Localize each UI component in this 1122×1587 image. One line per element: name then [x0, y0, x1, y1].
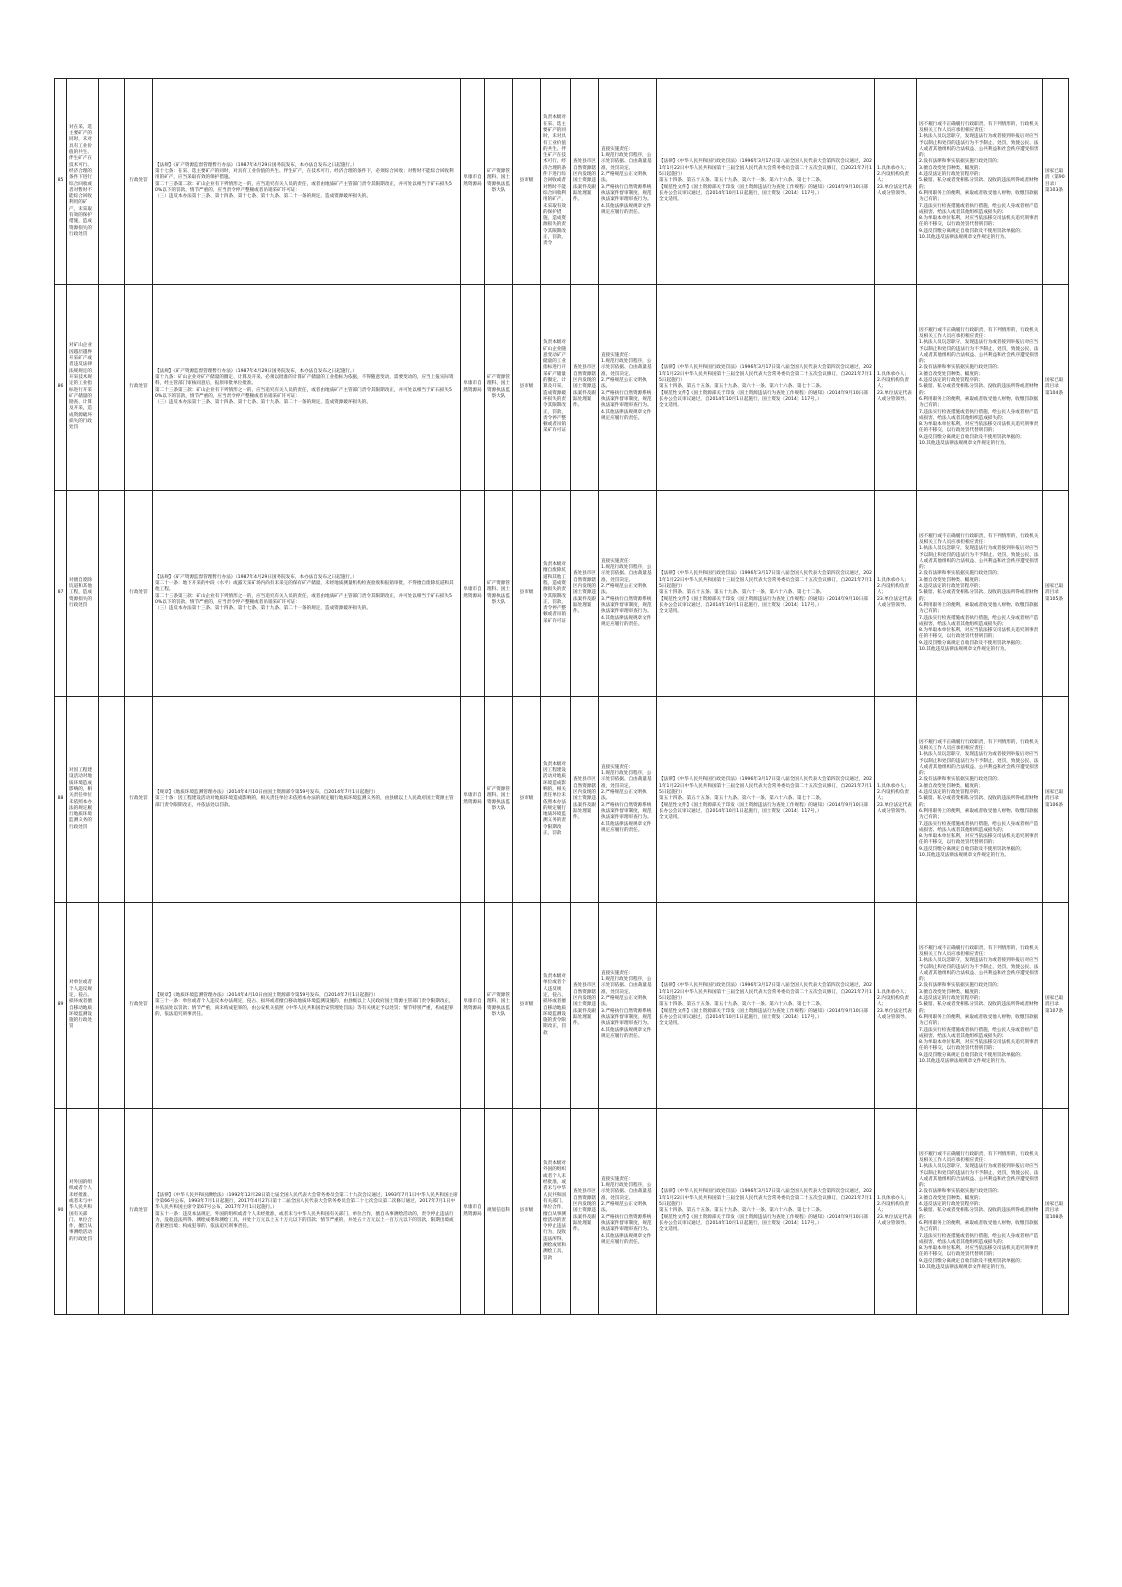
- duty-description: 负责本级对擅自废除坑道和其他工程，造成资源损失的责令其限期改正，罚款，责令停产整顿或者吊销采矿许可证: [541, 491, 571, 697]
- table-body: [55, 79, 1069, 1315]
- row-number: 85: [55, 79, 67, 285]
- table-row: [55, 697, 1069, 903]
- responsible-dept: 矿产资源管理科、国土资源执法监察大队: [485, 79, 513, 285]
- execution-responsibility: 直接实施责任： 1.规范行政处罚程序，公示处罚依据、自由裁量基准，处罚决定。 2.严格规范公正文明执法。 3.严格执行自然资源系统执法案件督审制度，规范执法案件审理审查行为。 4.其他法律法规规章文件规定应履行的责任。: [599, 1109, 657, 1315]
- table-row: [55, 903, 1069, 1109]
- responsible-dept: 规划信息科: [485, 1109, 513, 1315]
- item-name: 对单位或者个人违反规定，侵占、损坏或者擅自移动地质环境监测设施的行政处罚: [67, 903, 99, 1109]
- remark-cell: 国家已取消目录 第104条: [1043, 285, 1069, 491]
- blank-cell: [99, 903, 125, 1109]
- exemption-circumstances: 因不履行或不正确履行行政职责，有下列情形的，行政机关及相关工作人员应承担相应责任： 1.执法人员玩忽职守，发现违法行为或者接到举报后对应当予以制止和处罚的违法行为不予制止、处罚，致使公民、法人或者其他组织的合法权益、公共利益和社会秩序遭受损害的； 2.没有法律和事实依据实施行政处罚的； 3.擅自改变处罚种类、幅度的； 4.违反法定的行政处罚程序的； 5.截留、私分或者变相私分罚款、没收的违法所得或者财物的； 6.利用职务上的便利，索取或者收受他人财物、收缴罚款据为己有的； 7.违法实行检查措施或者执行措施，给公民人身或者财产造成损害、给法人或者其他组织造成损失的； 8.为牟取本单位私利，对应当依法移交司法机关追究刑事责任的不移交，以行政处罚代替刑罚的； 9.违反罚缴分离规定自收罚款及不使用罚款单据的； 10.其他违反法律法规规章文件规定的行为。: [917, 285, 1043, 491]
- execution-responsibility: 直接实施责任： 1.规范行政处罚程序，公示处罚依据、自由裁量基准，处罚决定。 2.严格规范公正文明执法。 3.严格执行自然资源系统执法案件督审制度，规范执法案件审理审查行为。 4.其他法律法规规章文件规定应履行的责任。: [599, 903, 657, 1109]
- responsible-dept: 矿产资源管理科、国土资源执法监察大队: [485, 285, 513, 491]
- legal-basis: 【法律】《中华人民共和国测绘法》（1992年12月28日第七届全国人民代表大会常务委员会第二十九次会议通过，1993年7月1日中华人民共和国主席令第66号公布，1993年7月1日起施行，2017年4月27日第十二届全国人民代表大会常务委员会第二十七次会议第二次修订通过，2017年7月1日中华人民共和国主席令第67号公布，2017年7月1日起施行。） 第五十一条：违反本法规定，外国的组织或者个人未经批准，或者未与中华人民共和国有关部门、单位合作，擅自从事测绘活动的，责令停止违法行为，没收违法所得、测绘成果和测绘工具，并处十万元以上五十万元以下的罚款；情节严重的，并处五十万元以上一百万元以下的罚款，限期出境或者驱逐出境；构成犯罪的，依法追究刑事责任。: [153, 1109, 461, 1315]
- table-row: [55, 1109, 1069, 1315]
- remark-cell: 国家已取消目录 第108条: [1043, 1109, 1069, 1315]
- row-number: 89: [55, 903, 67, 1109]
- admin-level: 县市级: [513, 697, 541, 903]
- item-name: 对因工程建设活动对地质环境造成影响的，相关责任单位未依照本办法的规定履行地质环境监测义务的行政处罚: [67, 697, 99, 903]
- duty-description: 负责本级对在采、选主要矿产的同时，未对具有工业价值的共生、伴生矿产在技术可行、经济合理的条件下进行综合回收或者对暂时不能综合回收利用的矿产，未采取有效的保护措施，造成资源损失的责令其限期改正，罚款，责令: [541, 79, 571, 285]
- category-cell: 行政处罚: [125, 285, 153, 491]
- execution-responsibility: 直接实施责任： 1.规范行政处罚程序，公示处罚依据、自由裁量基准，处罚决定。 2.严格规范公正文明执法。 3.严格执行自然资源系统执法案件督审制度，规范执法案件审理审查行为。 4.其他法律法规规章文件规定应履行的责任。: [599, 697, 657, 903]
- table-row: [55, 79, 1069, 285]
- duty-description: 负责本级对外国的组织或者个人未经批准，或者未与中华人民共和国有关部门、单位合作，擅自从事测绘活动的责令停止违法行为，没收违法所得、测绘成果和测绘工具，罚款: [541, 1109, 571, 1315]
- implementing-org: 阜康市自然资源局: [461, 79, 485, 285]
- duty-description: 负责本级对矿山企业随意变动矿产储量的工业指标进行开采矿产储量的圈定、计算及开采，造成资源破坏损失的责令其限期改正，罚款，责令停产整顿或者吊销采矿许可证: [541, 285, 571, 491]
- accountable-subjects: 1.具体承办人； 2.内设机构负责人； 23.单位法定代表人或分管领导。: [875, 285, 917, 491]
- legal-basis: 【法规】《矿产资源监督管理暂行办法》（1987年4月29日国务院发布，本办法自发布之日起施行。） 第十九条：矿山企业对矿产储量的圈定、计算及开采，必须以批准的计算矿产储量的工业指标为依据，不得随意变动，需要变动的，应当上报实际资料，经主管部门审核同意后，报原审批单位批准。 第二十三条第三款：矿山企业有下列情形之一的，应当追究有关人员的责任，或者由地质矿产主管部门责令其限期改正，并可处以相当于矿石损失50%以下的罚款，情节严重的，应当责令停产整顿或者吊销采矿许可证： （三）违反本办法第十三条、第十四条、第十七条、第十九条、第二十一条的规定，造成资源破坏损失的。: [153, 285, 461, 491]
- accountability-basis: 【法律】《中华人民共和国行政处罚法》（1996年3月17日第八届全国人民代表大会第四次会议通过，2021年1月22日中华人民共和国第十三届全国人民代表大会常务委员会第二十五次会议修订，自2021年7月15日起施行） 第五十四条、第五十五条、第五十九条、第六十一条、第六十六条、第七十二条。 【规范性文件】《国土资源部关于印发〈国土资源违法行为查处工作规程〉的通知》（2014年9月10日部长办公会议审议通过，自2014年10月1日起施行，国土资发〔2014〕117号。） 全文适用。: [657, 697, 875, 903]
- legal-basis: 【法规】《矿产资源监督管理暂行办法》（1987年4月29日国务院发布，本办法自发布之日起施行。） 第十七条：在采、选主要矿产的同时，对具有工业价值的共生、伴生矿产，在技术可行、经济合理的条件下，必须综合回收；对暂时不能综合回收利用的矿产，应当采取有效的保护措施。 第二十三条第二款：矿山企业有下列情形之一的，应当追究有关人员的责任，或者由地质矿产主管部门责令其限期改正，并可处以相当于矿石损失50%以下的罚款，情节严重的，应当责令停产整顿或者吊销采矿许可证： （三）违反本办法第十三条、第十四条、第十七条、第十九条、第二十一条的规定，造成资源破坏损失的。: [153, 79, 461, 285]
- exemption-circumstances: 因不履行或不正确履行行政职责，有下列情形的，行政机关及相关工作人员应承担相应责任： 1.执法人员玩忽职守，发现违法行为或者接到举报后对应当予以制止和处罚的违法行为不予制止、处罚，致使公民、法人或者其他组织的合法权益、公共利益和社会秩序遭受损害的； 2.没有法律和事实依据实施行政处罚的； 3.擅自改变处罚种类、幅度的； 4.违反法定的行政处罚程序的； 5.截留、私分或者变相私分罚款、没收的违法所得或者财物的； 6.利用职务上的便利，索取或者收受他人财物、收缴罚款据为己有的； 7.违法实行检查措施或者执行措施，给公民人身或者财产造成损害、给法人或者其他组织造成损失的； 8.为牟取本单位私利，对应当依法移交司法机关追究刑事责任的不移交，以行政处罚代替刑罚的； 9.违反罚缴分离规定自收罚款及不使用罚款单据的； 10.其他违反法律法规规章文件规定的行为。: [917, 1109, 1043, 1315]
- implementing-org: 阜康市自然资源局: [461, 285, 485, 491]
- category-cell: 行政处罚: [125, 1109, 153, 1315]
- implementing-org: 阜康市自然资源局: [461, 903, 485, 1109]
- pre-responsibility: 查处县市区自然资源辖区内发现的国土资源违法案件及跟踪处理案件。: [571, 79, 599, 285]
- remark-cell: 国家已取消目录 第106条: [1043, 697, 1069, 903]
- exemption-circumstances: 因不履行或不正确履行行政职责，有下列情形的，行政机关及相关工作人员应承担相应责任： 1.执法人员玩忽职守，发现违法行为或者接到举报后对应当予以制止和处罚的违法行为不予制止、处罚，致使公民、法人或者其他组织的合法权益、公共利益和社会秩序遭受损害的； 2.没有法律和事实依据实施行政处罚的； 3.擅自改变处罚种类、幅度的； 4.违反法定的行政处罚程序的； 5.截留、私分或者变相私分罚款、没收的违法所得或者财物的； 6.利用职务上的便利，索取或者收受他人财物、收缴罚款据为己有的； 7.违法实行检查措施或者执行措施，给公民人身或者财产造成损害、给法人或者其他组织造成损失的； 8.为牟取本单位私利，对应当依法移交司法机关追究刑事责任的不移交，以行政处罚代替刑罚的； 9.违反罚缴分离规定自收罚款及不使用罚款单据的； 10.其他违反法律法规规章文件规定的行为。: [917, 491, 1043, 697]
- duty-description: 负责本级对因工程建设活动对地质环境造成影响的，相关责任单位未依照本办法的规定履行地质环境监测义务的责令限期改正，罚款: [541, 697, 571, 903]
- pre-responsibility: 查处县市区自然资源辖区内发现的国土资源违法案件及跟踪处理案件。: [571, 491, 599, 697]
- admin-level: 县市级: [513, 285, 541, 491]
- responsible-dept: 矿产资源管理科、国土资源执法监察大队: [485, 491, 513, 697]
- category-cell: 行政处罚: [125, 903, 153, 1109]
- implementing-org: 阜康市自然资源局: [461, 491, 485, 697]
- category-cell: 行政处罚: [125, 491, 153, 697]
- execution-responsibility: 直接实施责任： 1.规范行政处罚程序，公示处罚依据、自由裁量基准，处罚决定。 2.严格规范公正文明执法。 3.严格执行自然资源系统执法案件督审制度，规范执法案件审理审查行为。 4.其他法律法规规章文件规定应履行的责任。: [599, 79, 657, 285]
- item-name: 对在采、选主要矿产的同时，未对具有工业价值的共生、伴生矿产在技术可行、经济合理的条件下进行综合回收或者对暂时不能综合回收利用的矿产，未采取有效的保护措施，造成资源损失的行政处罚: [67, 79, 99, 285]
- category-cell: 行政处罚: [125, 79, 153, 285]
- accountable-subjects: 1.具体承办人； 2.内设机构负责人； 23.单位法定代表人或分管领导。: [875, 491, 917, 697]
- accountability-basis: 【法律】《中华人民共和国行政处罚法》（1996年3月17日第八届全国人民代表大会第四次会议通过，2021年1月22日中华人民共和国第十三届全国人民代表大会常务委员会第二十五次会议修订，自2021年7月15日起施行） 第五十四条、第五十五条、第五十九条、第六十一条、第六十六条、第七十二条。 【规范性文件】《国土资源部关于印发〈国土资源违法行为查处工作规程〉的通知》（2014年9月10日部长办公会议审议通过，自2014年10月1日起施行，国土资发〔2014〕117号。） 全文适用。: [657, 1109, 875, 1315]
- row-number: 90: [55, 1109, 67, 1315]
- accountable-subjects: 1.具体承办人； 2.内设机构负责人； 23.单位法定代表人或分管领导。: [875, 1109, 917, 1315]
- table-row: [55, 491, 1069, 697]
- legal-basis: 【法规】《矿产资源监督管理暂行办法》（1987年4月29日国务院发布，本办法自发布之日起施行。） 第二十一条：地下开采的中段（水平）或露天采矿场内尚有未采完的保有矿产储量，未经地质测量机构检查验收和报销审批，不得擅自废除坑道和其他工程。 第二十三条第三款：矿山企业有下列情形之一的，应当追究有关人员的责任，或者由地质矿产主管部门责令其限期改正，并可处以相当于矿石损失50%以下的罚款，情节严重的，应当责令停产整顿或者吊销采矿许可证： （三）违反本办法第十三条、第十四条、第十七条、第十九条、第二十一条的规定，造成资源破坏损失的。: [153, 491, 461, 697]
- item-name: 对矿山企业因越层越界开采矿产或者违反法律法规规定的开采技术规定的工业指标进行开采矿产储量的勘查、计算及开采，造成资源破坏损失的行政处罚: [67, 285, 99, 491]
- row-number: 86: [55, 285, 67, 491]
- accountable-subjects: 1.具体承办人； 2.内设机构负责人； 23.单位法定代表人或分管领导。: [875, 903, 917, 1109]
- accountability-basis: 【法律】《中华人民共和国行政处罚法》（1996年3月17日第八届全国人民代表大会第四次会议通过，2021年1月22日中华人民共和国第十三届全国人民代表大会常务委员会第二十五次会议修订，自2021年7月15日起施行） 第五十四条、第五十五条、第五十九条、第六十一条、第六十六条、第七十二条。 【规范性文件】《国土资源部关于印发〈国土资源违法行为查处工作规程〉的通知》（2014年9月10日部长办公会议审议通过，自2014年10月1日起施行，国土资发〔2014〕117号。） 全文适用。: [657, 491, 875, 697]
- accountability-basis: 【法律】《中华人民共和国行政处罚法》（1996年3月17日第八届全国人民代表大会第四次会议通过，2021年1月22日中华人民共和国第十三届全国人民代表大会常务委员会第二十五次会议修订，自2021年7月15日起施行） 第五十四条、第五十五条、第五十九条、第六十一条、第六十六条、第七十二条。 【规范性文件】《国土资源部关于印发〈国土资源违法行为查处工作规程〉的通知》（2014年9月10日部长办公会议审议通过，自2014年10月1日起施行，国土资发〔2014〕117号。） 全文适用。: [657, 903, 875, 1109]
- blank-cell: [99, 697, 125, 903]
- item-name: 对外国的组织或者个人未经批准，或者未与中华人民共和国有关部门、单位合作，擅自从事测绘活动的行政处罚: [67, 1109, 99, 1315]
- remark-cell: 国家已取消目录 第107条: [1043, 903, 1069, 1109]
- row-number: 87: [55, 491, 67, 697]
- responsible-dept: 矿产资源管理科、国土资源执法监察大队: [485, 697, 513, 903]
- blank-cell: [99, 491, 125, 697]
- legal-basis: 【规章】《地质环境监测管理办法》（2014年4月10日由国土资源部令第59号发布，自2014年7月1日起施行） 第三十条：因工程建设活动对地质环境造成影响的，相关责任单位未依照本办法的规定履行地质环境监测义务的，由县级以上人民政府国土资源主管部门责令限期改正，并依法处以罚款。: [153, 697, 461, 903]
- pre-responsibility: 查处县市区自然资源辖区内发现的国土资源违法案件及跟踪处理案件。: [571, 697, 599, 903]
- pre-responsibility: 查处县市区自然资源辖区内发现的国土资源违法案件及跟踪处理案件。: [571, 1109, 599, 1315]
- category-cell: 行政处罚: [125, 697, 153, 903]
- responsible-dept: 矿产资源管理科、国土资源执法监察大队: [485, 903, 513, 1109]
- row-number: 88: [55, 697, 67, 903]
- remark-cell: 国家已取消（第90目录） 第103条: [1043, 79, 1069, 285]
- admin-level: 县市级: [513, 1109, 541, 1315]
- legal-basis: 【规章】《地质环境监测管理办法》（2014年4月10日由国土资源部令第59号发布，自2014年7月1日起施行） 第三十一条：单位或者个人违反本办法规定，侵占、损坏或者擅自移动地质环境监测设施的，由县级以上人民政府国土资源主管部门责令限期改正，并依法处以罚款；情节严重，尚未构成犯罪的，由公安机关依照《中华人民共和国治安管理处罚法》等有关规定予以处罚；情节特别严重，构成犯罪的，依法追究刑事责任。: [153, 903, 461, 1109]
- accountable-subjects: 1.具体承办人； 2.内设机构负责人； 23.单位法定代表人或分管领导。: [875, 79, 917, 285]
- remark-cell: 国家已取消目录 第105条: [1043, 491, 1069, 697]
- accountable-subjects: 1.具体承办人； 2.内设机构负责人； 23.单位法定代表人或分管领导。: [875, 697, 917, 903]
- implementing-org: 阜康市自然资源局: [461, 1109, 485, 1315]
- item-name: 对擅自废除坑道和其他工程，造成资源损失的行政处罚: [67, 491, 99, 697]
- exemption-circumstances: 因不履行或不正确履行行政职责，有下列情形的，行政机关及相关工作人员应承担相应责任： 1.执法人员玩忽职守，发现违法行为或者接到举报后对应当予以制止和处罚的违法行为不予制止、处罚，致使公民、法人或者其他组织的合法权益、公共利益和社会秩序遭受损害的； 2.没有法律和事实依据实施行政处罚的； 3.擅自改变处罚种类、幅度的； 4.违反法定的行政处罚程序的； 5.截留、私分或者变相私分罚款、没收的违法所得或者财物的； 6.利用职务上的便利，索取或者收受他人财物、收缴罚款据为己有的； 7.违法实行检查措施或者执行措施，给公民人身或者财产造成损害、给法人或者其他组织造成损失的； 8.为牟取本单位私利，对应当依法移交司法机关追究刑事责任的不移交，以行政处罚代替刑罚的； 9.违反罚缴分离规定自收罚款及不使用罚款单据的； 10.其他违反法律法规规章文件规定的行为。: [917, 79, 1043, 285]
- blank-cell: [99, 285, 125, 491]
- admin-level: 县市级: [513, 903, 541, 1109]
- admin-level: 县市级: [513, 491, 541, 697]
- blank-cell: [99, 79, 125, 285]
- exemption-circumstances: 因不履行或不正确履行行政职责，有下列情形的，行政机关及相关工作人员应承担相应责任： 1.执法人员玩忽职守，发现违法行为或者接到举报后对应当予以制止和处罚的违法行为不予制止、处罚，致使公民、法人或者其他组织的合法权益、公共利益和社会秩序遭受损害的； 2.没有法律和事实依据实施行政处罚的； 3.擅自改变处罚种类、幅度的； 4.违反法定的行政处罚程序的； 5.截留、私分或者变相私分罚款、没收的违法所得或者财物的； 6.利用职务上的便利，索取或者收受他人财物、收缴罚款据为己有的； 7.违法实行检查措施或者执行措施，给公民人身或者财产造成损害、给法人或者其他组织造成损失的； 8.为牟取本单位私利，对应当依法移交司法机关追究刑事责任的不移交，以行政处罚代替刑罚的； 9.违反罚缴分离规定自收罚款及不使用罚款单据的； 10.其他违反法律法规规章文件规定的行为。: [917, 697, 1043, 903]
- blank-cell: [99, 1109, 125, 1315]
- execution-responsibility: 直接实施责任： 1.规范行政处罚程序，公示处罚依据、自由裁量基准，处罚决定。 2.严格规范公正文明执法。 3.严格执行自然资源系统执法案件督审制度，规范执法案件审理审查行为。 4.其他法律法规规章文件规定应履行的责任。: [599, 285, 657, 491]
- implementing-org: 阜康市自然资源局: [461, 697, 485, 903]
- accountability-basis: 【法律】《中华人民共和国行政处罚法》（1996年3月17日第八届全国人民代表大会第四次会议通过，2021年1月22日中华人民共和国第十三届全国人民代表大会常务委员会第二十五次会议修订，自2021年7月15日起施行） 第五十四条、第五十五条、第五十九条、第六十一条、第六十六条、第七十二条。 【规范性文件】《国土资源部关于印发〈国土资源违法行为查处工作规程〉的通知》（2014年9月10日部长办公会议审议通过，自2014年10月1日起施行，国土资发〔2014〕117号。） 全文适用。: [657, 285, 875, 491]
- accountability-basis: 【法律】《中华人民共和国行政处罚法》（1996年3月17日第八届全国人民代表大会第四次会议通过，2021年1月22日中华人民共和国第十三届全国人民代表大会常务委员会第二十五次会议修订，自2021年7月15日起施行） 第五十四条、第五十五条、第五十九条、第六十一条、第六十六条、第七十二条。 【规范性文件】《国土资源部关于印发〈国土资源违法行为查处工作规程〉的通知》（2014年9月10日部长办公会议审议通过，自2014年10月1日起施行，国土资发〔2014〕117号。） 全文适用。: [657, 79, 875, 285]
- responsibility-table: [54, 78, 1069, 1315]
- admin-level: 县市级: [513, 79, 541, 285]
- duty-description: 负责本级对单位或者个人违反规定，侵占、损坏或者擅自移动地质环境监测设施的责令限期改正，罚款: [541, 903, 571, 1109]
- pre-responsibility: 查处县市区自然资源辖区内发现的国土资源违法案件及跟踪处理案件。: [571, 903, 599, 1109]
- exemption-circumstances: 因不履行或不正确履行行政职责，有下列情形的，行政机关及相关工作人员应承担相应责任： 1.执法人员玩忽职守，发现违法行为或者接到举报后对应当予以制止和处罚的违法行为不予制止、处罚，致使公民、法人或者其他组织的合法权益、公共利益和社会秩序遭受损害的； 2.没有法律和事实依据实施行政处罚的； 3.擅自改变处罚种类、幅度的； 4.违反法定的行政处罚程序的； 5.截留、私分或者变相私分罚款、没收的违法所得或者财物的； 6.利用职务上的便利，索取或者收受他人财物、收缴罚款据为己有的； 7.违法实行检查措施或者执行措施，给公民人身或者财产造成损害、给法人或者其他组织造成损失的； 8.为牟取本单位私利，对应当依法移交司法机关追究刑事责任的不移交，以行政处罚代替刑罚的； 9.违反罚缴分离规定自收罚款及不使用罚款单据的； 10.其他违反法律法规规章文件规定的行为。: [917, 903, 1043, 1109]
- pre-responsibility: 查处县市区自然资源辖区内发现的国土资源违法案件及跟踪处理案件。: [571, 285, 599, 491]
- execution-responsibility: 直接实施责任： 1.规范行政处罚程序，公示处罚依据、自由裁量基准，处罚决定。 2.严格规范公正文明执法。 3.严格执行自然资源系统执法案件督审制度，规范执法案件审理审查行为。 4.其他法律法规规章文件规定应履行的责任。: [599, 491, 657, 697]
- table-row: [55, 285, 1069, 491]
